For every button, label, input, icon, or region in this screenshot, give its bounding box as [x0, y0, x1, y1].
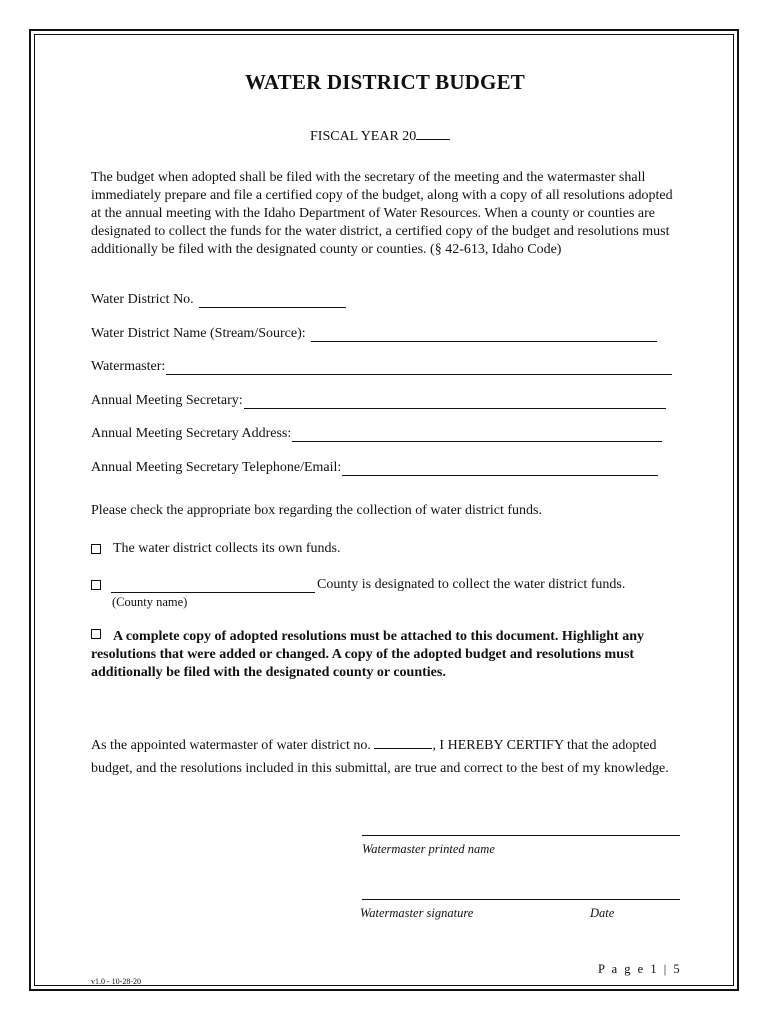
secretary-address-blank[interactable] [292, 427, 662, 442]
district-no-blank[interactable] [199, 293, 346, 308]
certification-statement [91, 735, 681, 780]
option-county [91, 577, 625, 593]
county-name-hint: (County name) [112, 595, 188, 609]
county-label: County is designated to collect the water district funds. [317, 577, 626, 592]
secretary-address-label: Annual Meeting Secretary Address: [91, 426, 292, 441]
watermaster-label: Watermaster: [91, 359, 166, 374]
secretary-blank[interactable] [244, 394, 666, 409]
secretary-address-field [91, 426, 662, 442]
signature-label: Watermaster signature [360, 906, 474, 920]
watermaster-field [91, 359, 672, 375]
secretary-contact-blank[interactable] [342, 461, 658, 476]
document-title: WATER DISTRICT BUDGET [245, 70, 525, 94]
fiscal-year [310, 127, 450, 145]
secretary-contact-label: Annual Meeting Secretary Telephone/Email: [91, 460, 342, 475]
signature-line[interactable] [362, 899, 680, 900]
printed-name-label: Watermaster printed name [362, 842, 495, 856]
own-funds-checkbox[interactable] [91, 544, 101, 554]
county-checkbox[interactable] [91, 580, 101, 590]
resolutions-notice [91, 628, 683, 682]
watermaster-blank[interactable] [166, 360, 672, 375]
district-name-field [91, 326, 657, 342]
certify-text-2: , I HEREBY CERTIFY that the adopted budget, and the resolutions included in this submittal, are true and correct to the best of my knowledge. [91, 738, 669, 776]
county-name-blank[interactable] [111, 578, 315, 593]
resolutions-notice-text: A complete copy of adopted resolutions must be attached to this document. Highlight any resolutions that were added or changed. A copy of the adopted budget and resolutions must additionally be filed with the designated county or counties. [91, 629, 644, 680]
date-label: Date [590, 906, 615, 920]
certify-text-1: As the appointed watermaster of water district no. [91, 738, 371, 753]
intro-paragraph: The budget when adopted shall be filed with the secretary of the meeting and the watermaster shall immediately prepare and file a certified copy of the budget, along with a copy of all resolutions adopted at the annual meeting with the Idaho Department of Water Resources. When a county or counties are designated to collect the funds for the water district, a certified copy of the budget and resolutions must additionally be filed with the designated county or counties. (§ 42-613, Idaho Code) [91, 170, 673, 257]
check-prompt: Please check the appropriate box regarding the collection of water district funds. [91, 503, 542, 518]
printed-name-line[interactable] [362, 835, 680, 836]
resolutions-checkbox[interactable] [91, 629, 101, 639]
version-label: v1.0 - 10-28-20 [91, 977, 141, 986]
own-funds-label: The water district collects its own funds. [113, 541, 341, 556]
option-own-funds [91, 541, 340, 557]
fiscal-year-blank[interactable] [416, 127, 450, 140]
district-name-label: Water District Name (Stream/Source): [91, 326, 306, 341]
page-number: P a g e 1 | 5 [598, 962, 682, 976]
district-name-blank[interactable] [311, 327, 657, 342]
district-no-field [91, 292, 346, 308]
district-no-label: Water District No. [91, 292, 194, 307]
secretary-field [91, 393, 666, 409]
secretary-label: Annual Meeting Secretary: [91, 393, 243, 408]
fiscal-year-label: FISCAL YEAR 20 [310, 129, 417, 144]
certify-district-no-blank[interactable] [374, 736, 432, 749]
secretary-contact-field [91, 460, 658, 476]
